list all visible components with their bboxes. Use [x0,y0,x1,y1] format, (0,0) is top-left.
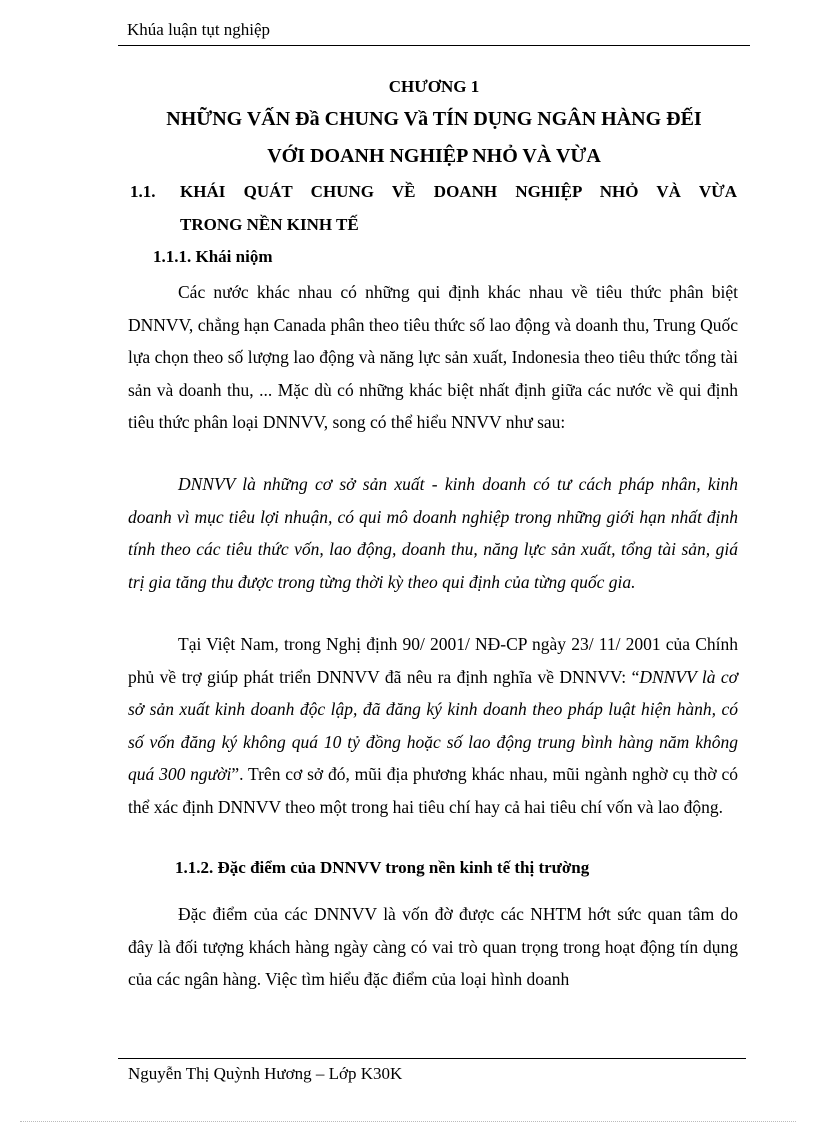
decree-lead-text: Tại Việt Nam, trong Nghị định 90/ 2001/ NĐ-CP ngày 23/ 11/ 2001 của Chính phủ về trợ giúp phát triển DNNVV đã nêu ra định nghĩa về DNNVV: “ [128,634,738,687]
chapter-number: CHƯƠNG 1 [388,77,480,96]
section-title-line2: TRONG NỀN KINH TẾ [180,215,359,234]
footer-author: Nguyễn Thị Quỳnh Hương – Lớp K30K [128,1064,403,1083]
decree-tail-text: ”. Trên cơ sở đó, mũi địa phương khác nhau, mũi ngành nghờ cụ thờ có thể xác định DNNVV theo một trong hai tiêu chí hay cả hai tiêu chí vốn và lao động. [128,764,739,817]
section-title-line1: KHÁI QUÁT CHUNG VỀ DOANH NGHIỆP NHỎ VÀ VỪA [180,182,737,201]
section-number: 1.1. [130,182,156,201]
subsection-title-1-1-1: 1.1.1. Khái niộm [153,247,273,266]
footer-divider [118,1058,746,1059]
chapter-title-line2: VỚI DOANH NGHIỆP NHỎ VÀ VỪA [267,145,601,167]
paragraph-sme-definition: DNNVV là những cơ sở sản xuất - kinh doanh có tư cách pháp nhân, kinh doanh vì mục tiêu lợi nhuận, có qui mô doanh nghiệp trong những giới hạn nhất định tính theo các tiêu thức vốn, lao động, doanh thu, năng lực sản xuất, tổng tài sản, giá trị gia tăng thu được trong từng thời kỳ theo qui định của từng quốc gia. [128,474,738,592]
running-header: Khúa luận tụt nghiệp [127,20,271,39]
page-boundary [20,1121,796,1122]
header-divider [118,45,750,46]
chapter-title-line1: NHỮNG VẤN Đầ CHUNG Vầ TÍN DỤNG NGÂN HÀNG ĐẾI [166,108,702,130]
subsection-title-1-1-2: 1.1.2. Đặc điểm của DNNVV trong nền kinh tế thị trường [175,858,590,877]
paragraph-definition-criteria: Các nước khác nhau có những qui định khác nhau về tiêu thức phân biệt DNNVV, chẳng hạn Canada phân theo tiêu thức số lao động và doanh thu, Trung Quốc lựa chọn theo số lượng lao động và năng lực sản xuất, Indonesia theo tiêu thức tổng tài sản và doanh thu, ... Mặc dù có những khác biệt nhất định giữa các nước về qui định tiêu thức phân loại DNNVV, song có thể hiểu NNVV như sau: [128,282,738,432]
paragraph-vietnam-decree [128,628,738,823]
decree-quote-text: DNNVV là cơ sở sản xuất kinh doanh độc lập, đã đăng ký kinh doanh theo pháp luật hiện hành, có số vốn đăng ký không quá 10 tỷ đồng hoặc số lao động trung bình hàng năm không quá 300 người [128,666,739,784]
paragraph-sme-characteristics: Đặc điểm của các DNNVV là vốn đờ được các NHTM hớt sức quan tâm do đây là đối tượng khách hàng ngày càng có vai trò quan trọng trong hoạt động tín dụng của các ngân hàng. Việc tìm hiểu đặc điểm của loại hình doanh [128,904,738,989]
